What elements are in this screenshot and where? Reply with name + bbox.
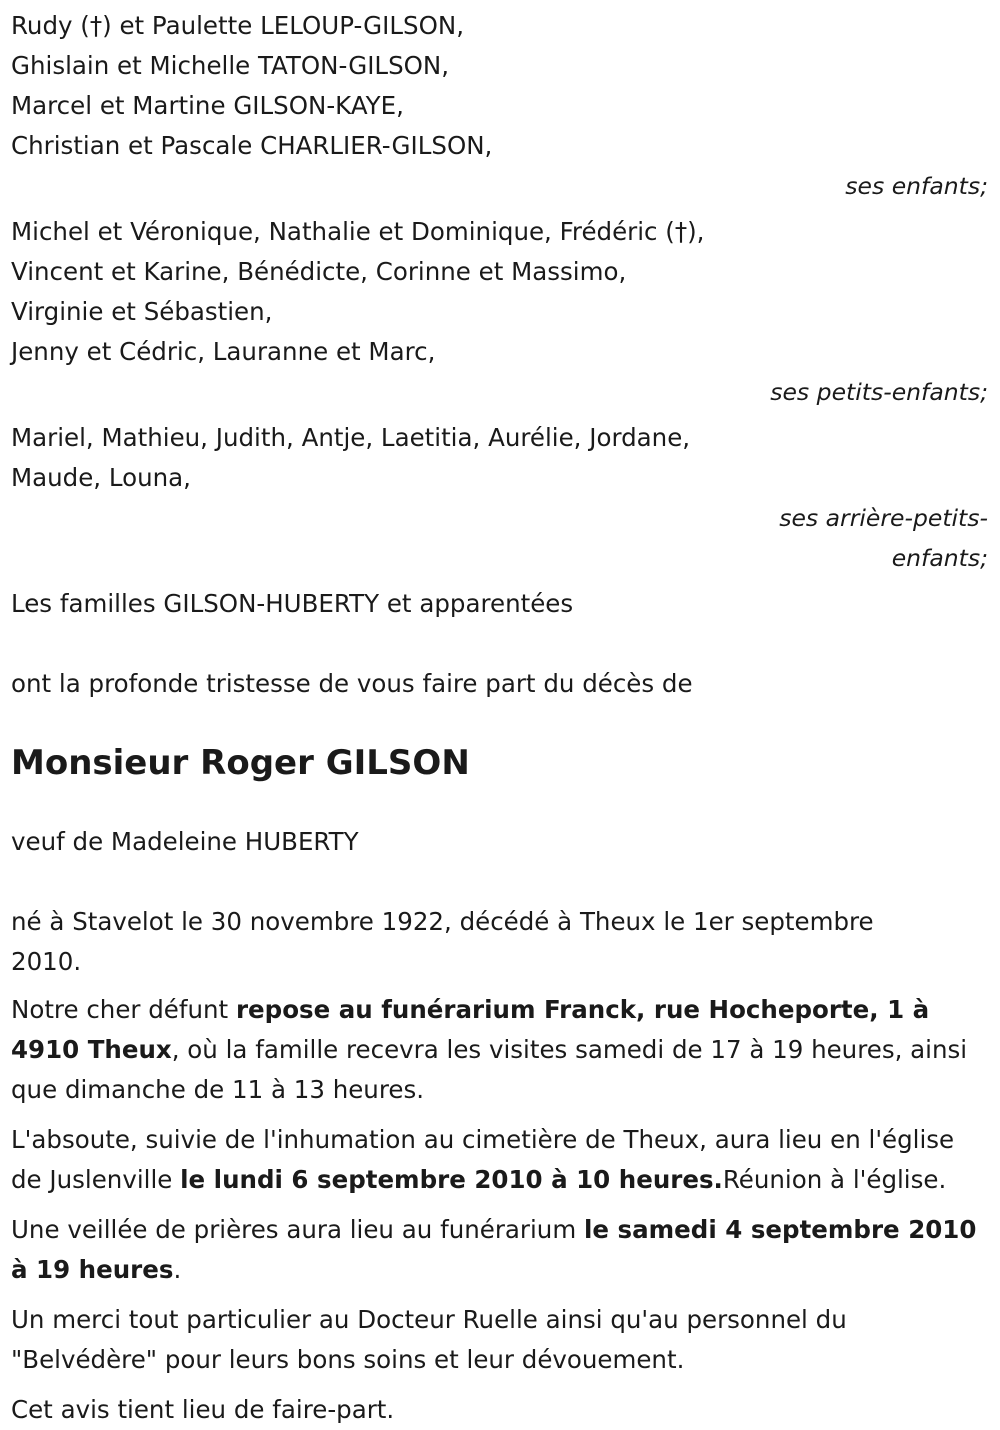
closing-line: Cet avis tient lieu de faire-part. <box>11 1395 395 1424</box>
absolution-suffix: Réunion à l'église. <box>722 1165 947 1194</box>
grandchildren-line-3: Virginie et Sébastien, <box>11 297 273 326</box>
absolution-paragraph <box>11 1120 981 1200</box>
deceased-name: Monsieur Roger GILSON <box>11 743 470 783</box>
grandchildren-role: ses petits-enfants; <box>770 378 988 406</box>
grandchildren-line-2: Vincent et Karine, Bénédicte, Corinne et Massimo, <box>11 257 627 286</box>
grandchildren-line-4: Jenny et Cédric, Lauranne et Marc, <box>11 337 436 366</box>
great-grandchildren-list <box>11 418 990 498</box>
children-line-4: Christian et Pascale CHARLIER-GILSON, <box>11 131 493 160</box>
funerarium-prefix: Notre cher défunt <box>11 995 236 1024</box>
grandchildren-list <box>11 212 990 372</box>
children-line-3: Marcel et Martine GILSON-KAYE, <box>11 91 404 120</box>
great-grandchildren-line-2: Maude, Louna, <box>11 463 191 492</box>
vigil-paragraph <box>11 1210 981 1290</box>
announcement-line: ont la profonde tristesse de vous faire part du décès de <box>11 669 693 698</box>
vigil-prefix: Une veillée de prières aura lieu au funérarium <box>11 1215 584 1244</box>
widower-line: veuf de Madeleine HUBERTY <box>11 827 359 856</box>
families-line: Les familles GILSON-HUBERTY et apparentées <box>11 589 574 618</box>
funerarium-bold: repose au funérarium Franck, rue Hocheporte, 1 à 4910 Theux <box>11 995 930 1064</box>
vigil-bold: le samedi 4 septembre 2010 à 19 heures <box>11 1215 977 1284</box>
funerarium-paragraph <box>11 990 981 1110</box>
children-line-1: Rudy (†) et Paulette LELOUP-GILSON, <box>11 11 464 40</box>
thanks-paragraph: Un merci tout particulier au Docteur Ruelle ainsi qu'au personnel du "Belvédère" pour leurs bons soins et leur dévouement. <box>11 1305 847 1374</box>
great-grandchildren-role-1: ses arrière-petits- <box>779 504 988 532</box>
absolution-prefix: L'absoute, suivie de l'inhumation au cimetière de Theux, aura lieu en l'église de Juslenville <box>11 1125 955 1194</box>
children-list <box>11 6 990 166</box>
birth-death-line-1: né à Stavelot le 30 novembre 1922, décédé à Theux le 1er septembre <box>11 907 874 936</box>
funerarium-suffix: , où la famille recevra les visites samedi de 17 à 19 heures, ainsi que dimanche de 11 à 13 heures. <box>11 1035 968 1104</box>
great-grandchildren-line-1: Mariel, Mathieu, Judith, Antje, Laetitia, Aurélie, Jordane, <box>11 423 691 452</box>
great-grandchildren-role-2: enfants; <box>891 544 988 572</box>
grandchildren-line-1: Michel et Véronique, Nathalie et Dominique, Frédéric (†), <box>11 217 705 246</box>
children-role: ses enfants; <box>845 172 988 200</box>
birth-death-line-2: 2010. <box>11 947 82 976</box>
vigil-suffix: . <box>173 1255 182 1284</box>
children-line-2: Ghislain et Michelle TATON-GILSON, <box>11 51 450 80</box>
absolution-bold: le lundi 6 septembre 2010 à 10 heures. <box>180 1165 723 1194</box>
